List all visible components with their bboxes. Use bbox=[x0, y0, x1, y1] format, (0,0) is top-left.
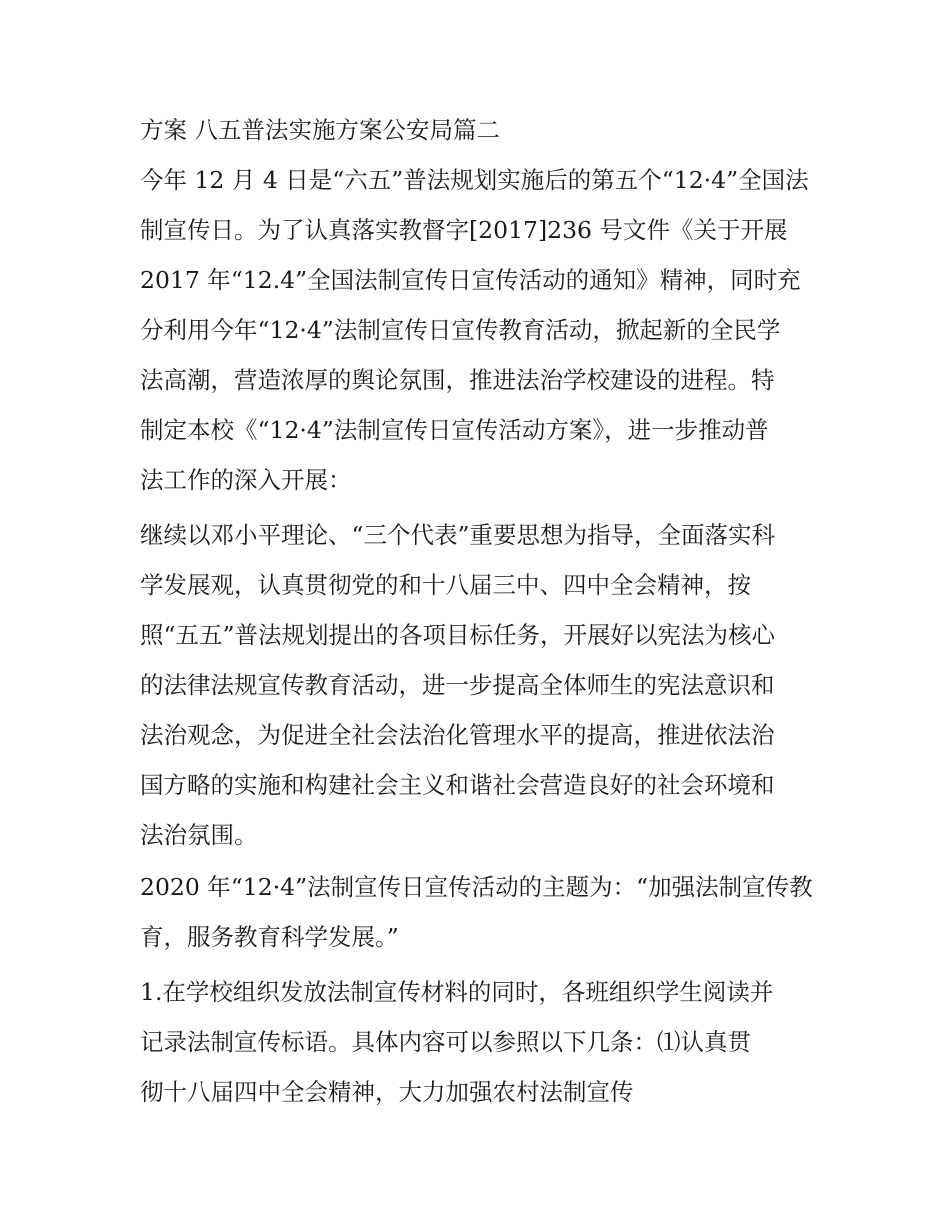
paragraph-1-line-4: 分利用今年“12·4”法制宣传日宣传教育活动，掀起新的全民学 bbox=[140, 316, 781, 344]
paragraph-3-line-2: 育，服务教育科学发展。” bbox=[140, 923, 399, 951]
paragraph-1-line-3: 2017 年“12.4”全国法制宣传日宣传活动的通知》精神，同时充 bbox=[140, 266, 801, 294]
paragraph-2-line-2: 学发展观，认真贯彻党的和十八届三中、四中全会精神，按 bbox=[140, 571, 751, 599]
paragraph-1-line-2: 制宣传日。为了认真落实教督字[2017]236 号文件《关于开展 bbox=[140, 216, 788, 244]
paragraph-2-line-6: 国方略的实施和构建社会主义和谐社会营造良好的社会环境和 bbox=[140, 771, 775, 799]
paragraph-4-line-3: 彻十八届四中全会精神，大力加强农村法制宣传 bbox=[140, 1078, 634, 1106]
paragraph-3-line-1: 2020 年“12·4”法制宣传日宣传活动的主题为：“加强法制宣传教 bbox=[140, 873, 813, 901]
paragraph-2-line-1: 继续以邓小平理论、“三个代表”重要思想为指导，全面落实科 bbox=[140, 521, 776, 549]
paragraph-2-line-5: 法治观念，为促进全社会法治化管理水平的提高，推进依法治 bbox=[140, 721, 775, 749]
paragraph-4-line-2: 记录法制宣传标语。具体内容可以参照以下几条：⑴认真贯 bbox=[140, 1028, 751, 1056]
paragraph-2-line-4: 的法律法规宣传教育活动，进一步提高全体师生的宪法意识和 bbox=[140, 671, 775, 699]
paragraph-1-line-7: 法工作的深入开展： bbox=[140, 466, 352, 494]
paragraph-1-line-5: 法高潮，营造浓厚的舆论氛围，推进法治学校建设的进程。特 bbox=[140, 366, 775, 394]
paragraph-4-line-1: 1.在学校组织发放法制宣传材料的同时，各班组织学生阅读并 bbox=[140, 978, 774, 1006]
document-heading: 方案 八五普法实施方案公安局篇二 bbox=[140, 116, 500, 144]
paragraph-1-line-6: 制定本校《“12·4”法制宣传日宣传活动方案》，进一步推动普 bbox=[140, 416, 769, 444]
paragraph-2-line-7: 法治氛围。 bbox=[140, 821, 258, 849]
paragraph-2-line-3: 照“五五”普法规划提出的各项目标任务，开展好以宪法为核心 bbox=[140, 621, 776, 649]
paragraph-1-line-1: 今年 12 月 4 日是“六五”普法规划实施后的第五个“12·4”全国法 bbox=[140, 166, 809, 194]
